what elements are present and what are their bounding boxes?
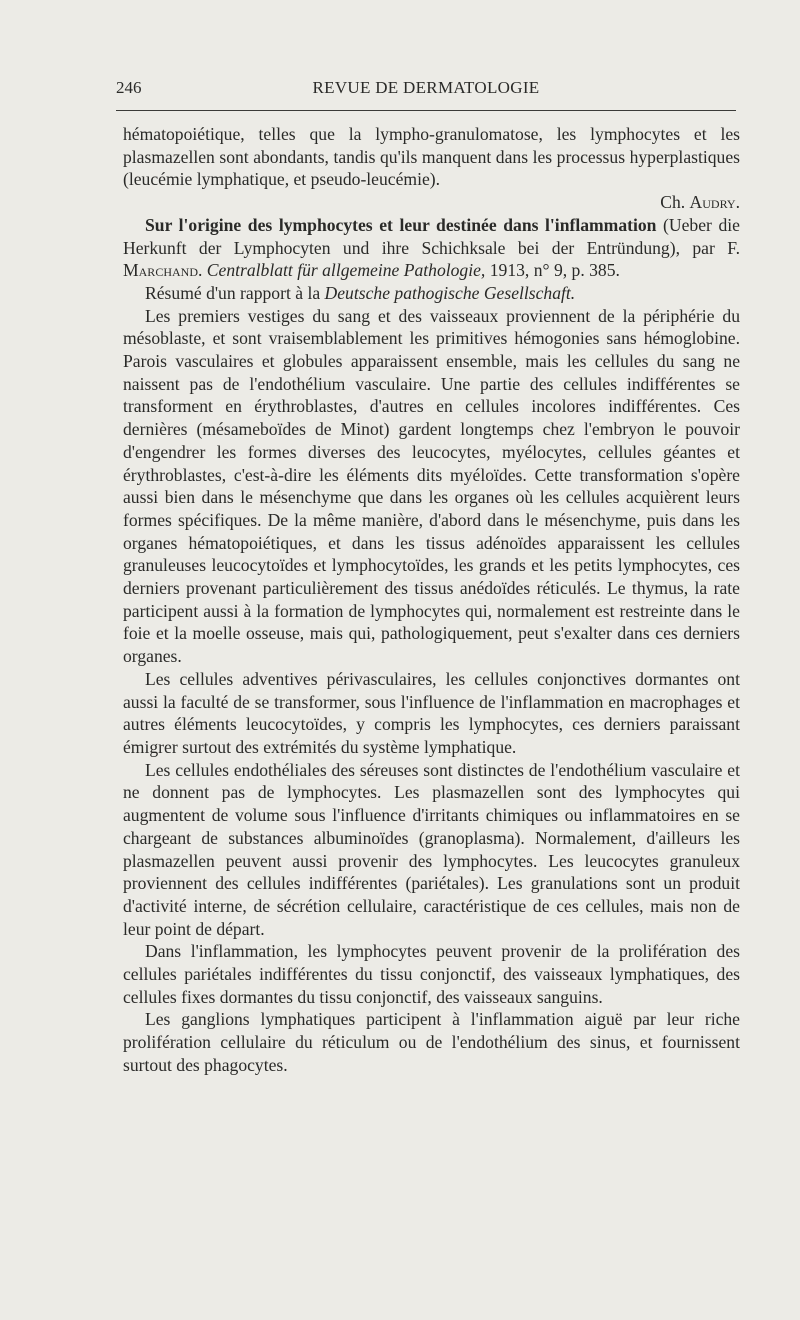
summary-prefix: Résumé d'un rapport à la bbox=[145, 282, 325, 303]
carryover-paragraph: hématopoiétique, telles que la lympho-granulomatose, les lymphocytes et les plasmazellen sont abondants, tandis qu'ils manquent dans les processus hyperplastiques (leucémie lymphatique, et pseudo-leucémie). bbox=[123, 124, 740, 190]
signature-initials: Ch. bbox=[660, 192, 690, 213]
page-number: 246 bbox=[116, 78, 142, 97]
journal-title: REVUE DE DERMATOLOGIE bbox=[312, 78, 540, 97]
signature-name: Audry. bbox=[689, 192, 740, 213]
body-paragraph-2: Les cellules adventives périvasculaires, les cellules conjonctives dormantes ont aussi la faculté de se transformer, sous l'influence de l'inflammation en macrophages et autres éléments leucocytoïdes, y compris les lymphocytes, ces derniers paraissant émigrer surtout des extrémités du système lymphatique. bbox=[123, 668, 740, 757]
header-divider bbox=[116, 110, 736, 111]
author-name: Marchand. bbox=[123, 260, 203, 281]
article-heading bbox=[123, 214, 740, 282]
article-title: Sur l'origine des lymphocytes et leur destinée dans l'inflammation bbox=[145, 214, 657, 235]
journal-name: Centralblatt für allgemeine Pathologie, bbox=[202, 260, 486, 281]
body-paragraph-5: Les ganglions lymphatiques participent à l'inflammation aiguë par leur riche prolifération cellulaire du réticulum ou de l'endothélium des sinus, et fournissent surtout des phagocytes. bbox=[123, 1009, 740, 1075]
article-body bbox=[123, 123, 740, 1077]
society-name: Deutsche pathogische Gesellschaft. bbox=[324, 282, 576, 303]
body-paragraph-3: Les cellules endothéliales des séreuses sont distinctes de l'endothélium vasculaire et ne donnent pas de lymphocytes. Les plasmazellen sont des lymphocytes qui augmentent de volume sous l'influence d'irritants chimiques ou inflammatoires en se chargeant de substances albuminoïdes (granoplasma). Normalement, d'ailleurs les plasmazellen peuvent aussi provenir des lymphocytes. Les leucocytes granuleux proviennent des cellules indifférentes (pariétales). Les granulations sont un produit d'activité interne, de sécrétion cellulaire, caractéristique de ces cellules, mais non de leur point de départ. bbox=[123, 759, 740, 939]
body-paragraph-1: Les premiers vestiges du sang et des vaisseaux proviennent de la périphérie du mésoblaste, et sont vraisemblablement les primitives hémogonies sans hémoglobine. Parois vasculaires et globules apparaissent ensemble, mais les cellules du sang ne naissent pas de l'endothélium vasculaire. Une partie des cellules indifférentes se transforment en érythroblastes, d'autres en cellules incolores indifférentes. Ces dernières (mésameboïdes de Minot) gardent longtemps chez l'embryon le pouvoir d'engendrer les formes diverses des leucocytes, myélocytes, cellules géantes et érythroblastes, c'est-à-dire les éléments dits myéloïdes. Cette transformation s'opère aussi bien dans le mésenchyme que dans les organes où les cellules acquièrent leurs formes spécifiques. De la même manière, d'abord dans le mésenchyme, puis dans les organes hématopoiétiques, et dans les tissus adénoïdes apparaissent les cellules granuleuses leucocytoïdes et lymphocytoïdes, les grands et les petits lymphocytes, ces derniers provenant particulièrement des tissus anédoïdes réticulés. Le thymus, la rate participent aussi à la formation de lymphocytes qui, normalement est restreinte dans le foie et la moelle osseuse, mais qui, pathologiquement, peut s'exalter dans ces derniers organes. bbox=[123, 305, 740, 667]
carryover-signature bbox=[123, 191, 740, 214]
german-title: (Ueber die Herkunft der Lymphocyten und ihre Schichksale bei der Entründung), par F. bbox=[123, 214, 740, 258]
citation-details: 1913, n° 9, p. 385. bbox=[485, 260, 620, 281]
running-head bbox=[116, 76, 736, 100]
body-paragraph-4: Dans l'inflammation, les lymphocytes peuvent provenir de la prolifération des cellules pariétales indifférentes du tissu conjonctif, des vaisseaux lymphatiques, des cellules fixes dormantes du tissu conjonctif, des vaisseaux sanguins. bbox=[123, 941, 740, 1007]
summary-line bbox=[123, 282, 740, 305]
